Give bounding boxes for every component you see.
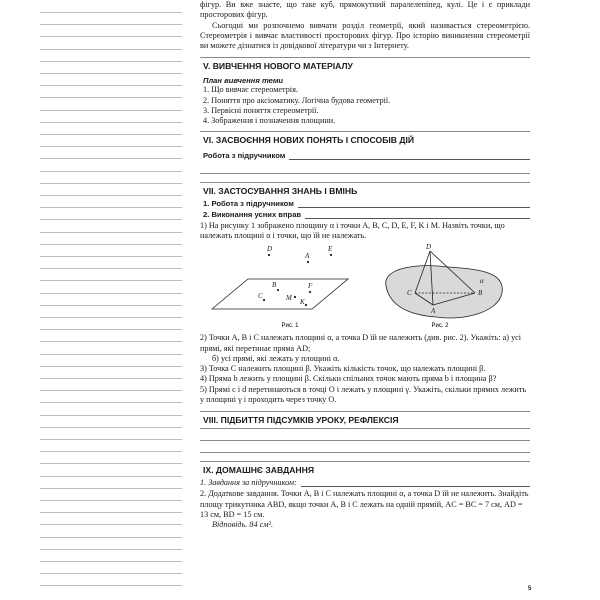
figure-2-caption: Рис. 2 bbox=[431, 323, 449, 330]
notes-line bbox=[40, 537, 182, 538]
notes-line bbox=[40, 232, 182, 233]
notes-line bbox=[40, 293, 182, 294]
notes-line bbox=[40, 49, 182, 50]
notes-line bbox=[40, 585, 182, 586]
plane-label-alpha: α bbox=[480, 277, 484, 286]
notes-line bbox=[40, 573, 182, 574]
notes-line bbox=[40, 488, 182, 489]
notes-line bbox=[40, 305, 182, 306]
notes-line bbox=[40, 476, 182, 477]
homework-answer: Відповідь. 84 см². bbox=[212, 520, 273, 530]
exercise-2b: б) усі прямі, які лежать у площині α. bbox=[212, 353, 340, 363]
notes-line bbox=[40, 329, 182, 330]
notes-line bbox=[40, 549, 182, 550]
exercise-3: 3) Точка C належить площині β. Укажіть кількість точок, що належать площині β. bbox=[200, 364, 486, 374]
answer-line bbox=[200, 441, 530, 453]
exercise-4: 4) Пряма b лежить у площині β. Скільки спільних точок мають пряма b і площина β? bbox=[200, 374, 497, 384]
notes-line bbox=[40, 439, 182, 440]
section-8-title: VIII. ПІДБИТТЯ ПІДСУМКІВ УРОКУ, РЕФЛЕКСІЯ bbox=[200, 411, 530, 429]
notes-line bbox=[40, 24, 182, 25]
notes-line bbox=[40, 524, 182, 525]
point-label-M: M bbox=[286, 294, 292, 303]
notes-line bbox=[40, 12, 182, 13]
notes-line bbox=[40, 85, 182, 86]
point-label-D: D bbox=[426, 243, 432, 252]
figure-2 bbox=[386, 243, 503, 329]
intro-paragraph: Сьогодні ми розпочнемо вивчати розділ геометрії, який називається стереометрією. Стереометрія і вивчає властивості просторових фігур. Про історію виникнення стереометрії ви можете дізнатися із довідкової літератури чи з Інтернету. bbox=[200, 20, 530, 51]
point-label-C: C bbox=[258, 292, 263, 301]
notes-line bbox=[40, 171, 182, 172]
notes-line bbox=[40, 97, 182, 98]
plan-item: 3. Первісні поняття стереометрії. bbox=[203, 106, 319, 116]
notes-line bbox=[40, 427, 182, 428]
textbook-work-label: Робота з підручником bbox=[203, 150, 286, 160]
notes-line bbox=[40, 463, 182, 464]
notes-line bbox=[40, 402, 182, 403]
notes-line bbox=[40, 195, 182, 196]
notes-line bbox=[40, 280, 182, 281]
figure-1 bbox=[200, 241, 530, 333]
notes-line bbox=[40, 146, 182, 147]
notes-line bbox=[40, 256, 182, 257]
notes-line bbox=[40, 390, 182, 391]
notes-line bbox=[40, 415, 182, 416]
point-label-B: B bbox=[272, 281, 277, 290]
point-label-A: A bbox=[305, 252, 310, 261]
answer-line bbox=[301, 486, 530, 487]
section-6-title: VI. ЗАСВОЄННЯ НОВИХ ПОНЯТЬ І СПОСОБІВ ДІЙ bbox=[200, 131, 530, 148]
notes-line bbox=[40, 110, 182, 111]
notes-line bbox=[40, 451, 182, 452]
worksheet-content bbox=[200, 0, 530, 600]
exercise-5: 5) Прямі c і d перетинаються в точці O і лежать у площині γ. Укажіть, скільки прямих лежить у площині γ і проходить через точку O. bbox=[200, 384, 527, 405]
homework-item-1: 1. Завдання за підручником: bbox=[200, 478, 297, 488]
answer-line bbox=[200, 429, 530, 441]
homework-item-2: 2. Додаткове завдання. Точки A, B і C належать площині α, а точка D їй не належить. Знайдіть площу трикутника ABD, якщо точки A, B і C лежать на одній прямій, AC = BC = 7 см, AD = 13 см, BD = 15 см. bbox=[200, 489, 529, 519]
notes-line bbox=[40, 122, 182, 123]
answer-line bbox=[200, 162, 530, 174]
plan-title: План вивчення теми bbox=[203, 76, 284, 86]
notes-line bbox=[40, 134, 182, 135]
point-label-E: E bbox=[328, 245, 333, 254]
notes-line bbox=[40, 354, 182, 355]
section-9-title: IX. ДОМАШНЄ ЗАВДАННЯ bbox=[200, 461, 530, 478]
point-label-C: C bbox=[407, 289, 412, 298]
answer-line bbox=[305, 218, 530, 219]
section-5-title: V. ВИВЧЕННЯ НОВОГО МАТЕРІАЛУ bbox=[200, 57, 530, 74]
intro-line: фігур. Ви вже знаєте, що таке куб, прямокутний паралелепіпед, кулі. Це і є приклади просторових фігур. bbox=[200, 0, 530, 20]
notes-line bbox=[40, 378, 182, 379]
notes-line bbox=[40, 244, 182, 245]
point-label-D: D bbox=[267, 245, 273, 254]
plan-item: 1. Що вивчає стереометрія. bbox=[203, 85, 298, 95]
section-7-title: VII. ЗАСТОСУВАННЯ ЗНАНЬ І ВМІНЬ bbox=[200, 182, 530, 199]
notes-line bbox=[40, 219, 182, 220]
point-label-F: F bbox=[308, 282, 313, 291]
notes-ruled-lines bbox=[40, 0, 182, 600]
oral-exercises-label: 2. Виконання усних вправ bbox=[203, 209, 302, 219]
point-label-A: A bbox=[431, 307, 436, 316]
notes-line bbox=[40, 207, 182, 208]
notes-line bbox=[40, 36, 182, 37]
figures-row bbox=[200, 241, 530, 333]
notes-line bbox=[40, 561, 182, 562]
page-number: 5 bbox=[528, 586, 532, 592]
notes-line bbox=[40, 183, 182, 184]
answer-line bbox=[289, 159, 530, 160]
notes-line bbox=[40, 73, 182, 74]
plan-item: 2. Поняття про аксіоматику. Логічна будова геометрії. bbox=[203, 95, 391, 105]
figure-1-caption: Рис. 1 bbox=[281, 323, 299, 330]
notes-line bbox=[40, 341, 182, 342]
answer-line bbox=[298, 207, 530, 208]
notes-line bbox=[40, 268, 182, 269]
notes-line bbox=[40, 500, 182, 501]
exercise-2: 2) Точки A, B і C належать площині α, а точка D їй не належить (див. рис. 2). Укажіть: а) усі прямі, які перетинає пряма AD; bbox=[200, 333, 522, 353]
notes-line bbox=[40, 61, 182, 62]
exercise-1: 1) На рисунку 1 зображено площину α і точки A, B, C, D, E, F, K і M. Назвіть точки, що належать площині α і точки, що їй не належать. bbox=[200, 220, 505, 240]
notes-line bbox=[40, 158, 182, 159]
notes-line bbox=[40, 366, 182, 367]
textbook-work-label: 1. Робота з підручником bbox=[203, 198, 294, 208]
notes-line bbox=[40, 317, 182, 318]
notes-line bbox=[40, 512, 182, 513]
point-label-K: K bbox=[300, 298, 305, 307]
point-label-B: B bbox=[478, 289, 483, 298]
plan-item: 4. Зображення і позначення площини. bbox=[203, 116, 336, 126]
